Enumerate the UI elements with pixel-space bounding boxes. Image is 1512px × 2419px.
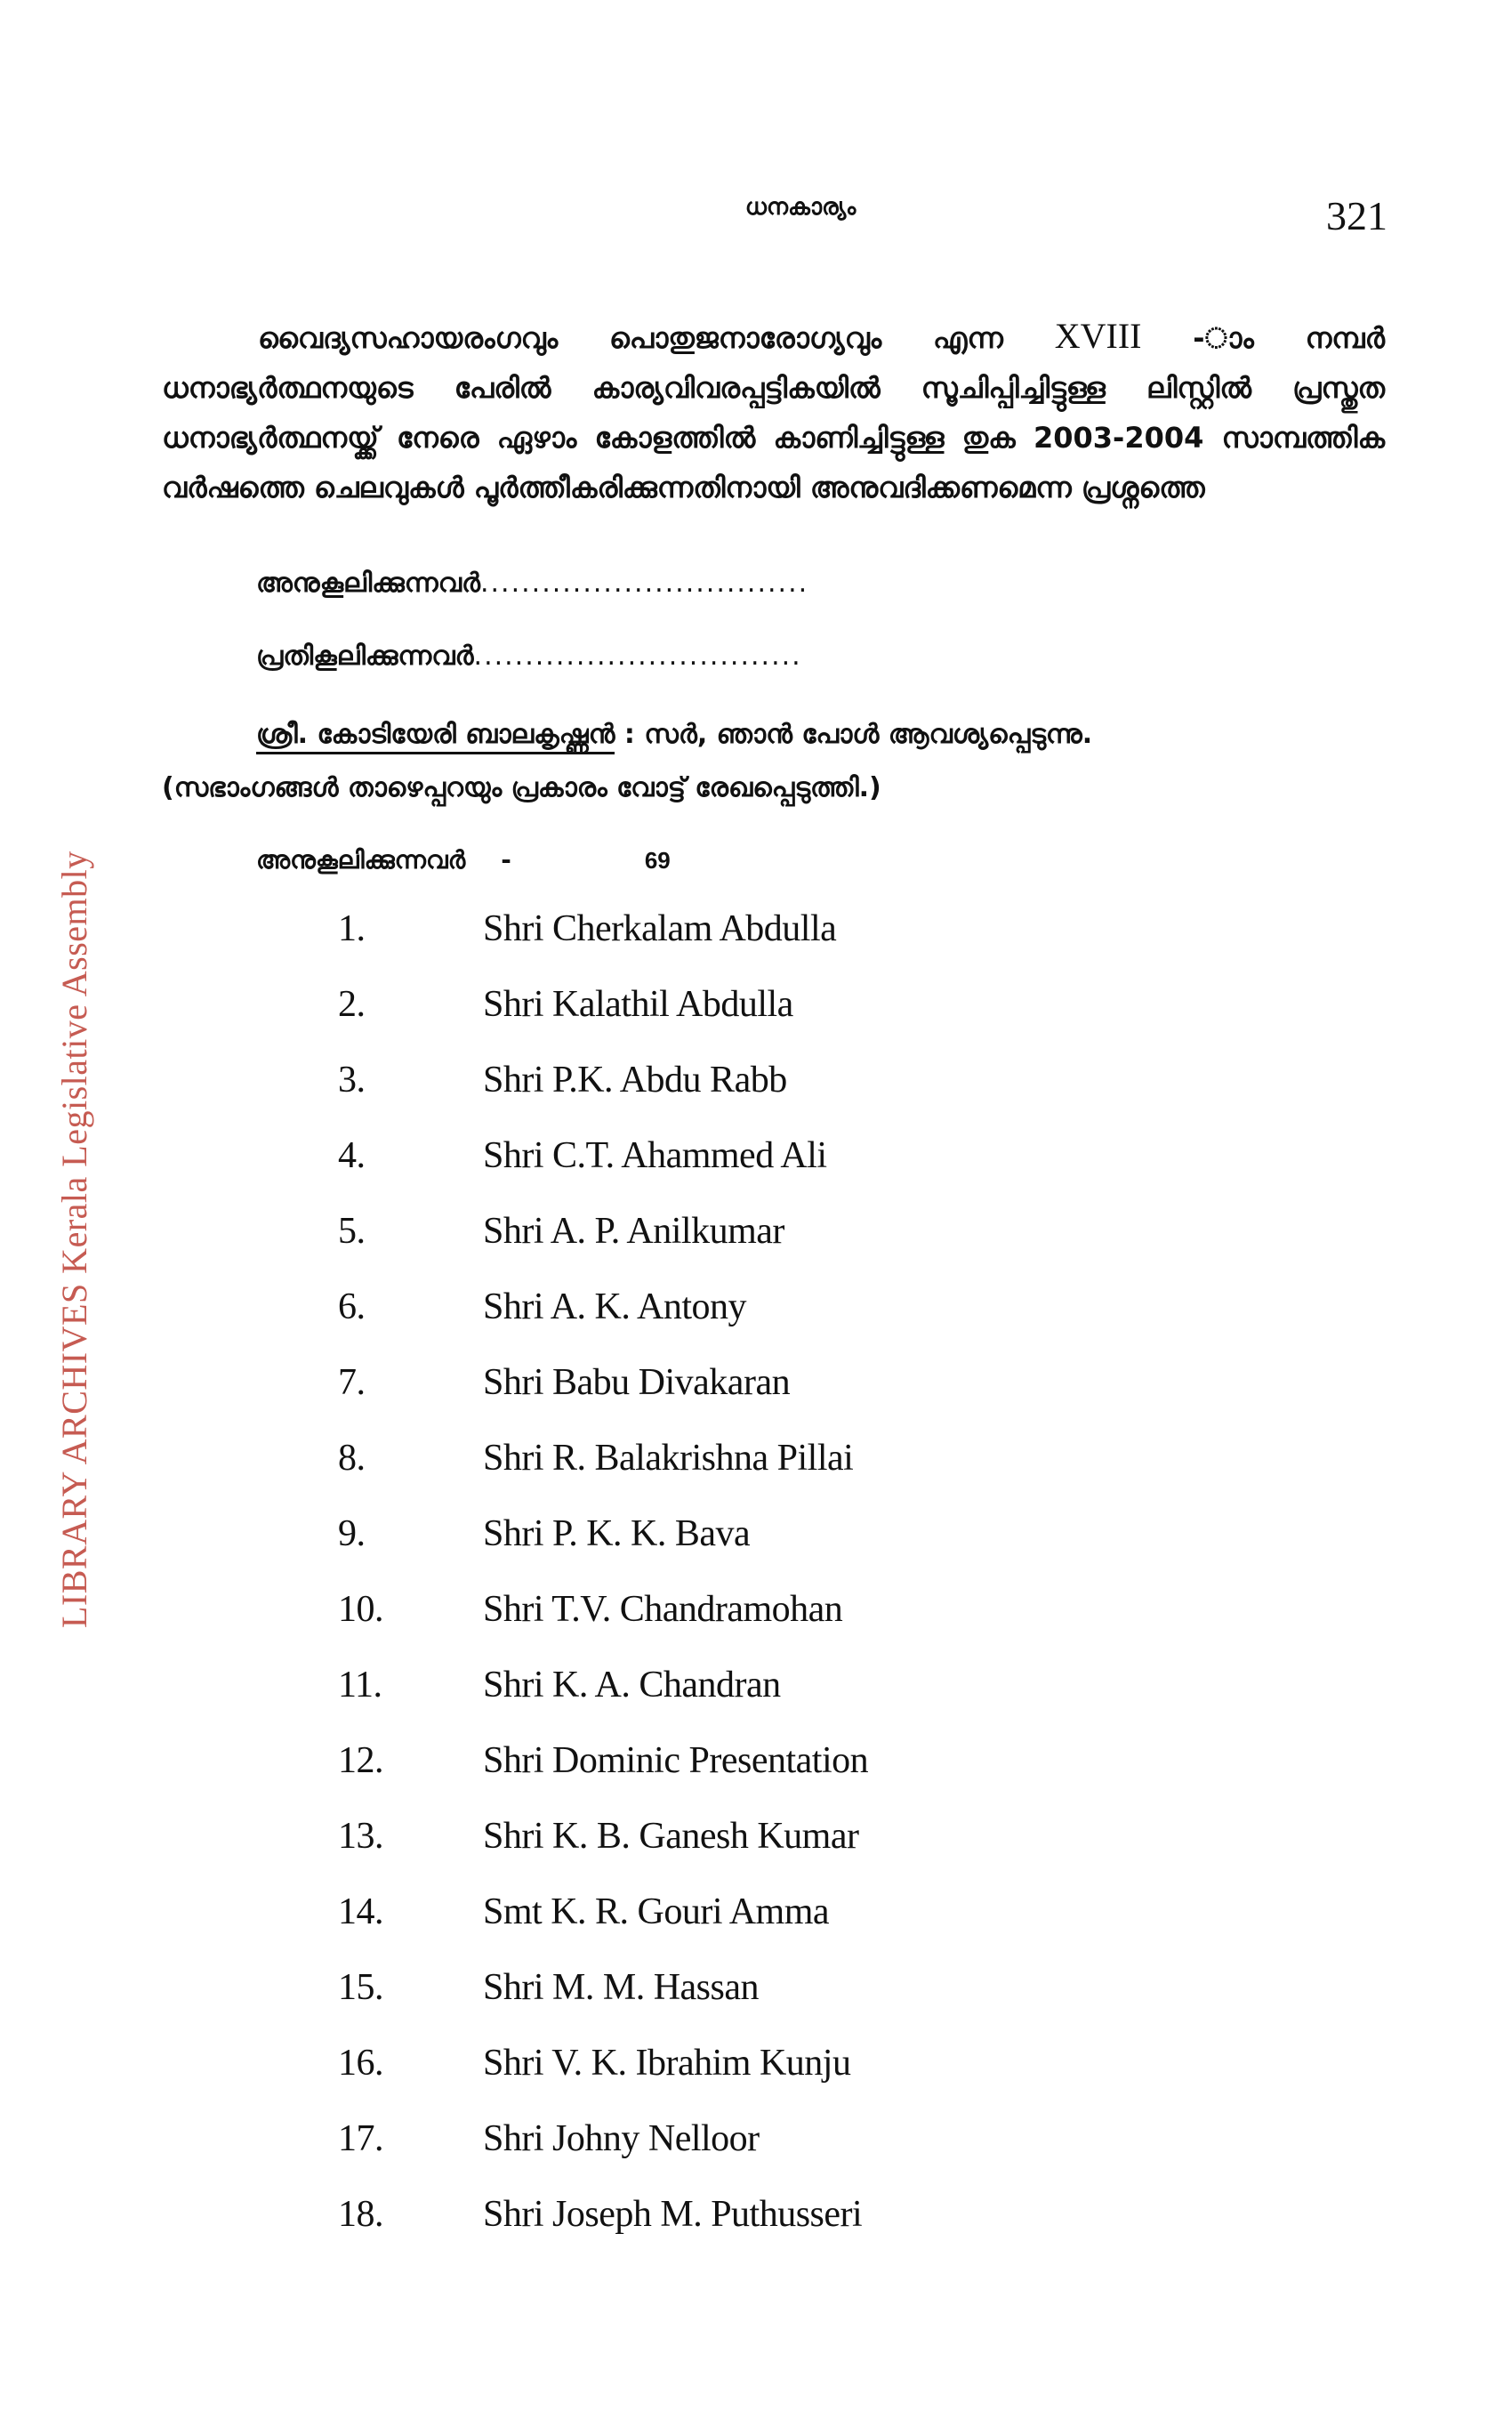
speaker-text: സർ, ഞാൻ പോൾ ആവശ്യപ്പെടുന്നു. [644, 719, 1093, 750]
member-name: Shri A. K. Antony [483, 1286, 747, 1327]
ayes-prompt [256, 568, 808, 599]
motion-text-start: വൈദ്യസഹായരംഗവും പൊതുജനാരോഗ്യവും എന്ന [258, 321, 1003, 355]
member-name: Shri V. K. Ibrahim Kunju [483, 2043, 851, 2084]
member-number: 15. [338, 1967, 383, 2008]
member-number: 3. [338, 1060, 366, 1101]
list-item [338, 1512, 1050, 1588]
page-number: 321 [1326, 193, 1387, 238]
running-title: ധനകാര്യം [744, 194, 857, 221]
member-name: Shri A. P. Anilkumar [483, 1211, 784, 1252]
ayes-count-value: 69 [644, 847, 671, 874]
list-item [338, 1588, 1050, 1664]
ayes-prompt-dots: ................................ [479, 568, 809, 599]
archive-watermark: LIBRARY ARCHIVES Kerala Legislative Assembly [54, 851, 94, 1628]
member-name: Shri Cherkalam Abdulla [483, 908, 837, 949]
list-item [338, 2193, 1050, 2269]
list-item [338, 983, 1050, 1059]
member-number: 18. [338, 2194, 383, 2235]
speaker-separator: : [623, 719, 635, 750]
noes-prompt-label: പ്രതികൂലിക്കുന്നവർ [256, 641, 474, 672]
member-number: 5. [338, 1211, 366, 1252]
member-name: Shri Johny Nelloor [483, 2118, 760, 2159]
ayes-count-label: അനുകൂലിക്കുന്നവർ [256, 845, 466, 875]
list-item [338, 907, 1050, 983]
member-name: Shri R. Balakrishna Pillai [483, 1438, 854, 1479]
member-number: 16. [338, 2043, 383, 2084]
member-name: Shri P.K. Abdu Rabb [483, 1060, 787, 1101]
member-number: 10. [338, 1589, 383, 1630]
speaker-name: ശ്രീ. കോടിയേരി ബാലകൃഷ്ണൻ [256, 719, 615, 754]
list-item [338, 1361, 1050, 1437]
ayes-count [256, 845, 671, 875]
list-item [338, 1210, 1050, 1286]
member-name: Shri K. B. Ganesh Kumar [483, 1816, 859, 1857]
list-item [338, 1437, 1050, 1512]
ayes-count-dash: - [501, 845, 511, 875]
ayes-member-list [338, 907, 1050, 2269]
motion-paragraph [162, 311, 1385, 512]
noes-prompt [256, 641, 802, 672]
member-name: Shri T.V. Chandramohan [483, 1589, 843, 1630]
list-item [338, 1059, 1050, 1134]
member-number: 14. [338, 1891, 383, 1932]
member-number: 1. [338, 908, 366, 949]
demand-number: XVIII [1054, 316, 1142, 356]
member-number: 7. [338, 1362, 366, 1403]
member-number: 9. [338, 1513, 366, 1554]
member-name: Shri Kalathil Abdulla [483, 984, 793, 1025]
member-name: Shri K. A. Chandran [483, 1665, 781, 1705]
list-item [338, 1134, 1050, 1210]
motion-text-rest: -ാം നമ്പർ ധനാഭ്യർത്ഥനയുടെ പേരിൽ കാര്യവിവരപ്പട്ടികയിൽ സൂചിപ്പിച്ചിട്ടുള്ള ലിസ്റ്റിൽ പ്രസ്തുത ധനാഭ്യർത്ഥനയ്ക്ക് നേരെ ഏഴാം കോളത്തിൽ കാണിച്ചിട്ടുള്ള തുക 2003-2004 സാമ്പത്തിക വർഷത്തെ ചെലവുകൾ പൂർത്തീകരിക്കുന്നതിനായി അനുവദിക്കണമെന്ന പ്രശ്നത്തെ [162, 321, 1386, 504]
list-item [338, 2042, 1050, 2117]
list-item [338, 1664, 1050, 1739]
member-number: 4. [338, 1135, 366, 1176]
ayes-prompt-label: അനുകൂലിക്കുന്നവർ [256, 568, 480, 599]
member-number: 8. [338, 1438, 366, 1479]
member-number: 11. [338, 1665, 382, 1705]
member-number: 2. [338, 984, 366, 1025]
member-name: Shri P. K. K. Bava [483, 1513, 751, 1554]
member-name: Shri M. M. Hassan [483, 1967, 760, 2008]
list-item [338, 1739, 1050, 1815]
member-name: Smt K. R. Gouri Amma [483, 1891, 830, 1932]
member-name: Shri Joseph M. Puthusseri [483, 2194, 863, 2235]
speaker-statement [256, 719, 1390, 750]
noes-prompt-dots: ................................ [473, 641, 802, 672]
list-item [338, 2117, 1050, 2193]
member-number: 6. [338, 1286, 366, 1327]
member-name: Shri C.T. Ahammed Ali [483, 1135, 827, 1176]
member-number: 17. [338, 2118, 383, 2159]
list-item [338, 1966, 1050, 2042]
list-item [338, 1815, 1050, 1891]
member-number: 12. [338, 1740, 383, 1781]
member-number: 13. [338, 1816, 383, 1857]
member-name: Shri Dominic Presentation [483, 1740, 869, 1781]
list-item [338, 1286, 1050, 1361]
member-name: Shri Babu Divakaran [483, 1362, 791, 1403]
list-item [338, 1891, 1050, 1966]
division-note: (സഭാംഗങ്ങൾ താഴെപ്പറയും പ്രകാരം വോട്ട് രേഖപ്പെടുത്തി.) [162, 772, 881, 803]
